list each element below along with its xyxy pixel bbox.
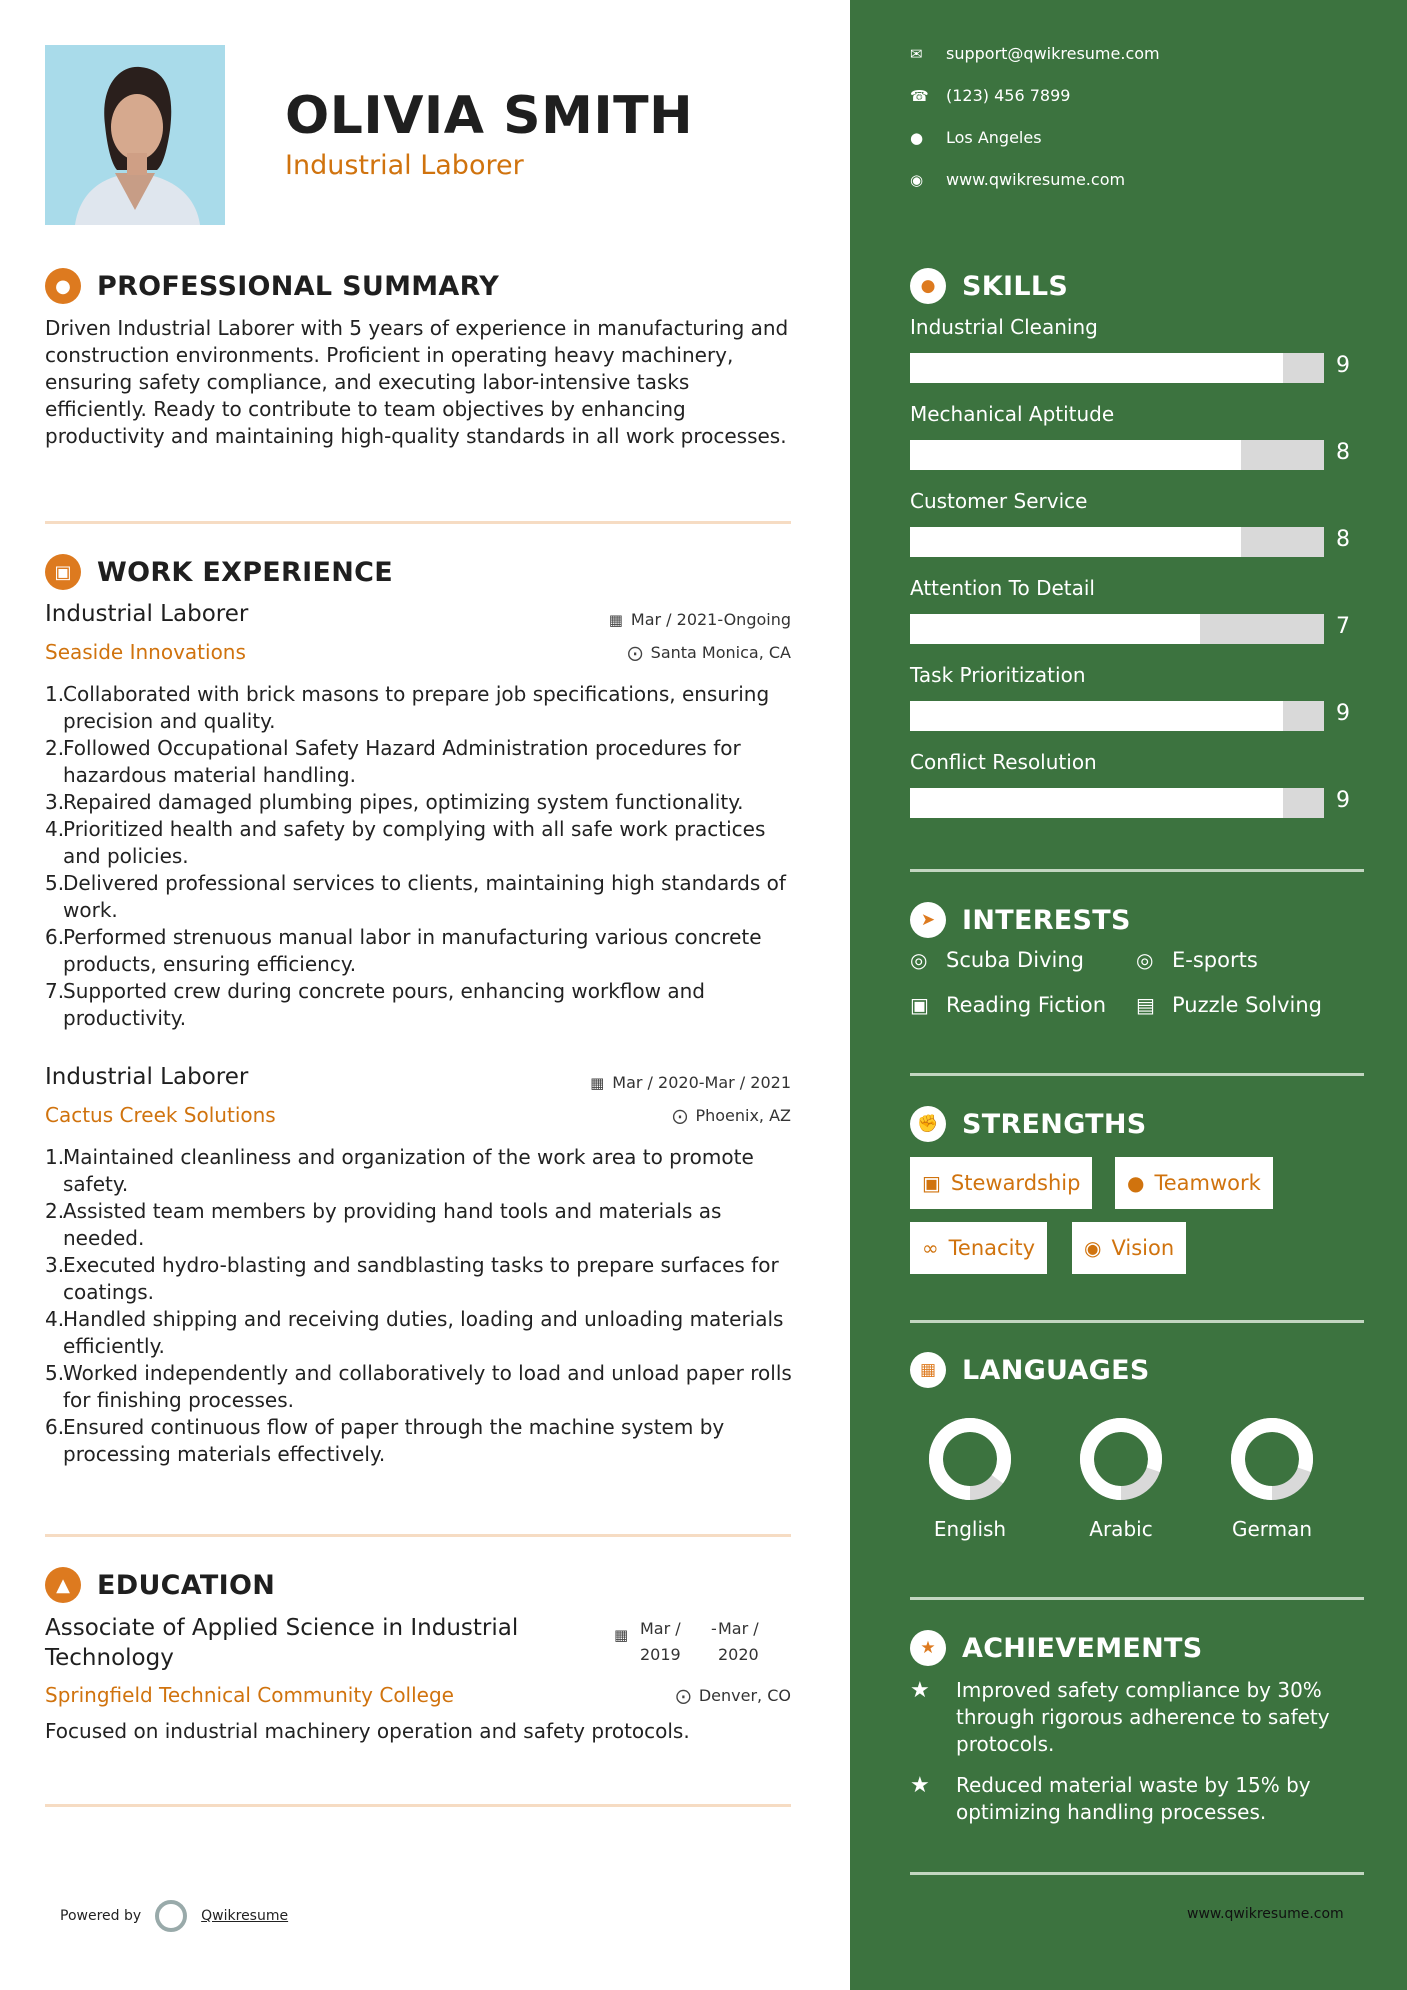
language-donut: [1046, 1414, 1196, 1508]
list-item: 1. Maintained cleanliness and organization of the work area to promote safety.: [45, 1145, 754, 1196]
list-item: 3. Executed hydro-blasting and sandblasting tasks to prepare surfaces for coatings.: [45, 1253, 779, 1304]
brand-link[interactable]: Qwikresume: [201, 1908, 289, 1924]
contact-text: (123) 456 7899: [946, 86, 1071, 105]
contact-website[interactable]: [910, 170, 1125, 189]
strength-badge: ∞ Tenacity: [910, 1222, 1047, 1274]
interest-item: ▤ Puzzle Solving: [1136, 993, 1322, 1017]
skill-score: 9: [1336, 353, 1350, 378]
work-header: [45, 554, 393, 590]
skill-score: 9: [1336, 788, 1350, 813]
skills-title: SKILLS: [962, 270, 1069, 302]
job-company: Seaside Innovations: [45, 640, 246, 664]
job-location: [672, 1106, 791, 1125]
list-item: 1. Collaborated with brick masons to prepare job specifications, ensuring precision and quality.: [45, 682, 770, 733]
contact-location: [910, 128, 1042, 147]
footer-url[interactable]: www.qwikresume.com: [1187, 1906, 1344, 1922]
skill-bar: [910, 701, 1324, 731]
shooting-star-icon: ★: [910, 1678, 930, 1703]
gamepad-icon: ▣: [910, 993, 929, 1017]
list-item: 5. Worked independently and collaboratively to load and unload paper rolls for finishing processes.: [45, 1361, 792, 1412]
contact-text: support@qwikresume.com: [946, 44, 1160, 63]
skill-name: Industrial Cleaning: [910, 315, 1098, 339]
skill-bar-fill: [910, 440, 1241, 470]
list-item: 3. Repaired damaged plumbing pipes, optimizing system functionality.: [45, 790, 744, 814]
skill-bar: [910, 527, 1324, 557]
edu-location: [676, 1686, 791, 1705]
skill-name: Conflict Resolution: [910, 750, 1097, 774]
shooting-star-icon: ★: [910, 1773, 930, 1798]
skill-bar: [910, 440, 1324, 470]
contact-phone[interactable]: [910, 86, 1070, 105]
user-icon: ●: [45, 268, 81, 304]
summary-header: [45, 268, 499, 304]
donut-chart: [1046, 1414, 1196, 1504]
contact-text: Los Angeles: [946, 128, 1042, 147]
languages-header: [910, 1352, 1150, 1388]
profile-photo: [45, 45, 225, 225]
achievement-item: ★ Reduced material waste by 15% by optimizing handling processes.: [910, 1773, 1311, 1824]
interests-header: [910, 902, 1131, 938]
section-divider: [45, 1534, 791, 1537]
job-date: [590, 1073, 791, 1092]
binoculars-icon: ◉: [1084, 1236, 1102, 1260]
contact-email[interactable]: [910, 44, 1160, 63]
interests-title: INTERESTS: [962, 904, 1131, 936]
school-name: Springfield Technical Community College: [45, 1683, 454, 1707]
list-item: 4. Prioritized health and safety by complying with all safe work practices and policies.: [45, 817, 766, 868]
section-divider: [45, 521, 791, 524]
edu-description: Focused on industrial machinery operation and safety protocols.: [45, 1719, 690, 1743]
users-icon: ●: [1127, 1171, 1145, 1195]
candidate-role: Industrial Laborer: [285, 150, 524, 181]
job-duties: [45, 681, 795, 1032]
lightbulb-icon: ●: [910, 268, 946, 304]
edu-dash: -: [711, 1619, 717, 1638]
list-item: 5. Delivered professional services to clients, maintaining high standards of work.: [45, 871, 786, 922]
section-divider: [910, 869, 1364, 872]
skill-bar-fill: [910, 614, 1200, 644]
skill-name: Attention To Detail: [910, 576, 1095, 600]
life-ring-icon: ◎: [1136, 948, 1154, 972]
job-title: Industrial Laborer: [45, 601, 249, 627]
interest-item: ▣ Reading Fiction: [910, 993, 1107, 1017]
achievements-title: ACHIEVEMENTS: [962, 1632, 1203, 1664]
portrait-image: [45, 45, 225, 225]
edu-start-date: Mar / 2019: [640, 1619, 681, 1664]
work-title: WORK EXPERIENCE: [97, 556, 393, 588]
strength-badge: ▣ Stewardship: [910, 1157, 1092, 1209]
donut-chart: [1197, 1414, 1347, 1504]
edu-end-date: Mar / 2020: [718, 1619, 759, 1664]
life-ring-icon: ◎: [910, 948, 928, 972]
powered-by-text: Powered by: [60, 1908, 142, 1924]
strength-badge: ◉ Vision: [1072, 1222, 1186, 1274]
strengths-title: STRENGTHS: [962, 1108, 1147, 1140]
book-icon: ▤: [1136, 993, 1155, 1017]
section-divider: [910, 1320, 1364, 1323]
calendar-icon: ▦: [590, 1073, 605, 1092]
skill-bar: [910, 788, 1324, 818]
contact-text: www.qwikresume.com: [946, 170, 1126, 189]
degree-name: [45, 1613, 605, 1673]
section-divider: [910, 1597, 1364, 1600]
job-title: Industrial Laborer: [45, 1064, 249, 1090]
job-date: [609, 610, 791, 629]
location-icon: ●: [910, 128, 924, 147]
list-item: 7. Supported crew during concrete pours, enhancing workflow and productivity.: [45, 979, 706, 1030]
section-divider: [45, 1804, 791, 1807]
job-date-text: Mar / 2021-Ongoing: [630, 610, 791, 629]
skill-bar: [910, 614, 1324, 644]
skill-score: 8: [1336, 527, 1350, 552]
pin-icon: ⨀: [627, 643, 643, 662]
languages-title: LANGUAGES: [962, 1354, 1150, 1386]
graduation-cap-icon: ▲: [45, 1567, 81, 1603]
achievement-item: ★ Improved safety compliance by 30% through rigorous adherence to safety protocols.: [910, 1678, 1330, 1756]
strength-badge: ● Teamwork: [1115, 1157, 1273, 1209]
list-item: 4. Handled shipping and receiving duties, loading and unloading materials efficiently.: [45, 1307, 784, 1358]
skill-score: 7: [1336, 614, 1350, 639]
degree-line: Associate of Applied Science in Industrial: [45, 1615, 519, 1641]
skill-bar: [910, 353, 1324, 383]
section-divider: [910, 1872, 1364, 1875]
education-header: [45, 1567, 275, 1603]
calendar-icon: ▦: [608, 610, 623, 629]
job-date-text: Mar / 2020-Mar / 2021: [612, 1073, 791, 1092]
job-location: [628, 643, 791, 662]
section-divider: [910, 1073, 1364, 1076]
summary-text: Driven Industrial Laborer with 5 years of experience in manufacturing and construction environments. Proficient in operating heavy machinery, ensuring safety compliance, and executing labor-intensive tasks efficiently. Ready to contribute to team objectives by enhancing productivity and maintaining high-quality standards in all work processes.: [45, 316, 789, 448]
language-name: German: [1231, 1517, 1313, 1541]
skill-bar-fill: [910, 527, 1241, 557]
skills-header: [910, 268, 1068, 304]
edu-location-text: Denver, CO: [698, 1686, 791, 1705]
donut-chart: [895, 1414, 1045, 1504]
job-company: Cactus Creek Solutions: [45, 1103, 276, 1127]
skill-bar-fill: [910, 788, 1283, 818]
language-donut: [895, 1414, 1045, 1508]
powered-by: [60, 1900, 288, 1932]
job-location-text: Santa Monica, CA: [650, 643, 791, 662]
education-title: EDUCATION: [97, 1569, 276, 1601]
candidate-name: OLIVIA SMITH: [285, 86, 694, 146]
list-item: 6. Performed strenuous manual labor in manufacturing various concrete products, ensuring efficiency.: [45, 925, 762, 976]
list-item: 2. Followed Occupational Safety Hazard Administration procedures for hazardous material handling.: [45, 736, 741, 787]
language-icon: ▦: [910, 1352, 946, 1388]
calendar-icon: ▦: [614, 1626, 629, 1644]
interest-item: ◎ Scuba Diving: [910, 948, 1084, 972]
skill-score: 8: [1336, 440, 1350, 465]
degree-line: Technology: [45, 1645, 174, 1671]
briefcase-icon: ▣: [922, 1171, 941, 1195]
language-donut: [1197, 1414, 1347, 1508]
achievements-header: [910, 1630, 1203, 1666]
skill-bar-fill: [910, 353, 1283, 383]
skill-score: 9: [1336, 701, 1350, 726]
language-name: English: [933, 1517, 1007, 1541]
summary-title: PROFESSIONAL SUMMARY: [97, 270, 500, 302]
briefcase-icon: ▣: [45, 554, 81, 590]
skill-name: Customer Service: [910, 489, 1088, 513]
qwikresume-logo-icon: [155, 1900, 187, 1932]
star-icon: ★: [910, 1630, 946, 1666]
fist-icon: ✊: [910, 1106, 946, 1142]
list-item: 2. Assisted team members by providing hand tools and materials as needed.: [45, 1199, 722, 1250]
link-icon: ∞: [922, 1236, 939, 1260]
skill-name: Mechanical Aptitude: [910, 402, 1115, 426]
pin-icon: ⨀: [672, 1106, 688, 1125]
pin-icon: ⨀: [675, 1686, 691, 1705]
language-name: Arabic: [1089, 1517, 1153, 1541]
interest-item: ◎ E-sports: [1136, 948, 1258, 972]
job-location-text: Phoenix, AZ: [695, 1106, 791, 1125]
globe-icon: ◉: [910, 170, 924, 189]
list-item: 6. Ensured continuous flow of paper through the machine system by processing materials effectively.: [45, 1415, 725, 1466]
skill-bar-fill: [910, 701, 1283, 731]
strengths-header: [910, 1106, 1147, 1142]
phone-icon: ☎: [910, 86, 929, 105]
envelope-icon: ✉: [910, 44, 923, 63]
skill-name: Task Prioritization: [910, 663, 1086, 687]
paper-plane-icon: ➤: [910, 902, 946, 938]
job-duties: [45, 1144, 795, 1468]
